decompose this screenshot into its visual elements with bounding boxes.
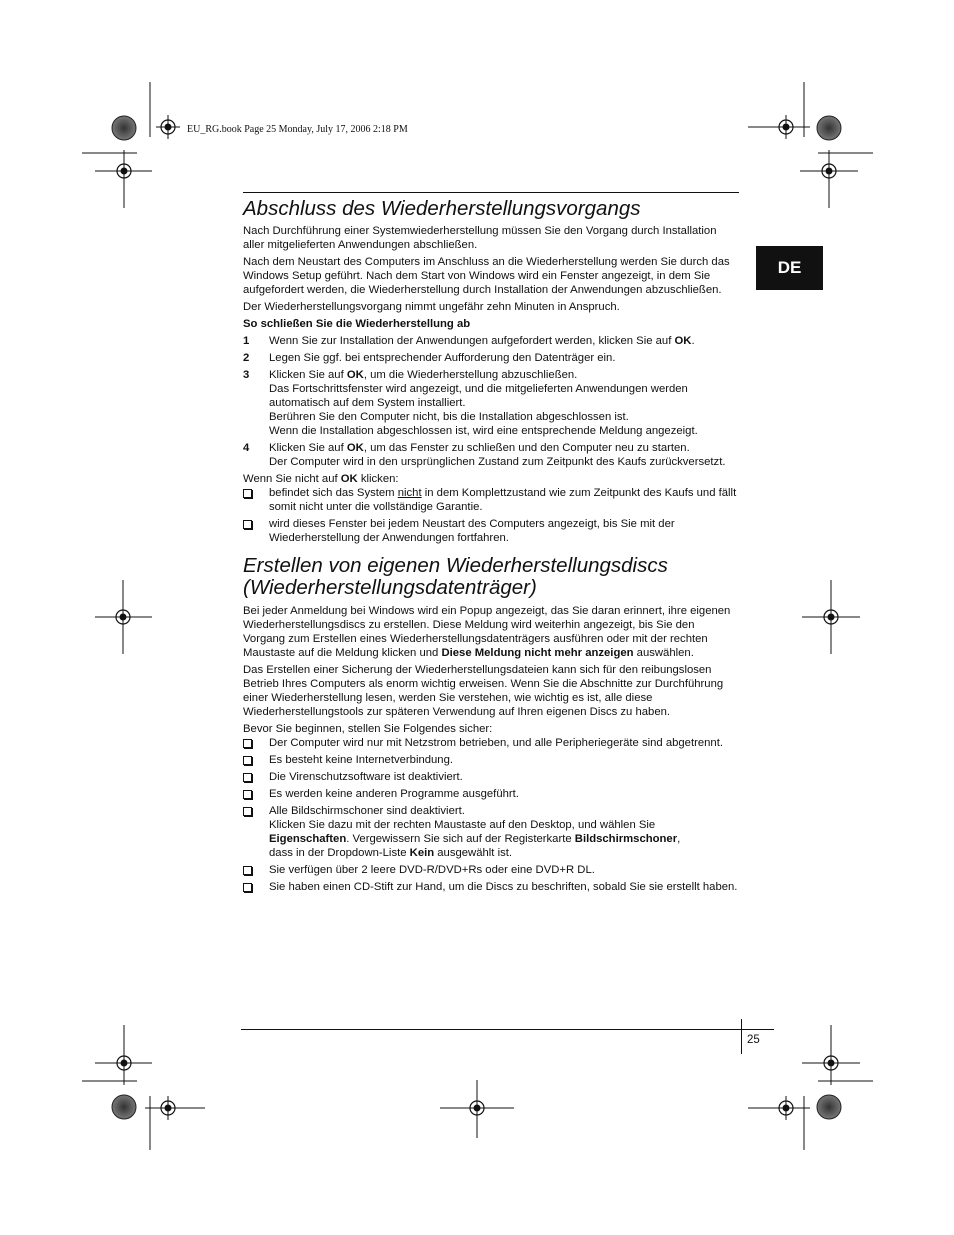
procedure-heading: So schließen Sie die Wiederherstellung ab	[243, 318, 471, 330]
step-text: Wenn Sie zur Installation der Anwendungen aufgefordert werden, klicken Sie auf	[269, 335, 675, 347]
section2-title: Erstellen von eigenen Wiederherstellungsdiscs (Wiederherstellungsdatenträger)	[243, 554, 668, 599]
steps-list	[243, 334, 739, 469]
registration-mark-top-left	[156, 115, 180, 139]
starburst-mark-bottom-right	[817, 1095, 841, 1119]
starburst-mark-top-left	[112, 116, 136, 140]
checkbox-bullet-icon	[243, 866, 252, 875]
list-item: Sie verfügen über 2 leere DVD-R/DVD+Rs oder eine DVD+R DL.	[243, 863, 739, 877]
checkbox-bullet-icon	[243, 756, 252, 765]
section-rule	[243, 192, 739, 193]
checkbox-bullet-icon	[243, 883, 252, 892]
section1-title: Abschluss des Wiederherstellungsvorgangs	[243, 197, 641, 220]
step-1	[243, 334, 739, 348]
section2-paragraph-1: Bei jeder Anmeldung bei Windows wird ein Popup angezeigt, das Sie daran erinnert, ihre eigenen Wiederherstellungsdiscs zu erstellen. Diese Meldung wird weiterhin angezeigt, bis Sie den Vorgang zum Erstellen eines Wiederherstellungsdatenträgers ausführen oder mit der rechten Maustaste auf die Meldung klicken und Diese Meldung nicht mehr anzeigen auswählen.	[243, 605, 731, 659]
step-text: Legen Sie ggf. bei entsprechender Aufforderung den Datenträger ein.	[269, 352, 616, 364]
not-ok-intro: Wenn Sie nicht auf OK klicken:	[243, 473, 399, 485]
ok-label: OK	[346, 369, 364, 381]
section1-paragraph-3: Der Wiederherstellungsvorgang nimmt ungefähr zehn Minuten in Anspruch.	[243, 301, 620, 313]
list-item: Alle Bildschirmschoner sind deaktiviert. Klicken Sie dazu mit der rechten Maustaste auf den Desktop, und wählen Sie Eigenschaften. Vergewissern Sie sich auf der Registerkarte Bildschirmschoner, dass in der Dropdown-Liste Kein ausgewählt ist.	[243, 804, 739, 860]
list-item: befindet sich das System nicht in dem Komplettzustand wie zum Zeitpunkt des Kaufs und fällt somit nicht unter die vollständige Garantie.	[243, 486, 739, 514]
language-tab-label: DE	[777, 258, 802, 277]
step-number: 3	[243, 369, 250, 381]
checkbox-bullet-icon	[243, 520, 252, 529]
checkbox-bullet-icon	[243, 489, 252, 498]
page-number: 25	[747, 1034, 760, 1046]
step-text: .	[691, 335, 695, 347]
step-text: , um die Wiederherstellung abzuschließen.	[363, 369, 578, 381]
step-text: , um das Fenster zu schließen und den Computer neu zu starten.	[363, 442, 690, 454]
page-content	[243, 192, 739, 894]
list-item: Die Virenschutzsoftware ist deaktiviert.	[243, 770, 739, 784]
list-item: Es werden keine anderen Programme ausgeführt.	[243, 787, 739, 801]
step-detail: Das Fortschrittsfenster wird angezeigt, und die mitgelieferten Anwendungen werden automatisch auf dem System installiert.	[269, 383, 688, 409]
checkbox-bullet-icon	[243, 790, 252, 799]
step-number: 4	[243, 442, 250, 454]
ok-label: OK	[346, 442, 364, 454]
step-text: Klicken Sie auf	[269, 369, 347, 381]
step-3	[243, 368, 739, 438]
requirements-list	[243, 736, 739, 894]
step-detail: Wenn die Installation abgeschlossen ist, wird eine entsprechende Meldung angezeigt.	[269, 425, 698, 437]
not-ok-bullets	[243, 486, 739, 545]
list-item: Der Computer wird nur mit Netzstrom betrieben, und alle Peripheriegeräte sind abgetrennt.	[243, 736, 739, 750]
step-4	[243, 441, 739, 469]
list-item: wird dieses Fenster bei jedem Neustart des Computers angezeigt, bis Sie mit der Wiederherstellung der Anwendungen fortfahren.	[243, 517, 739, 545]
ok-label: OK	[674, 335, 692, 347]
checkbox-bullet-icon	[243, 739, 252, 748]
list-item: Es besteht keine Internetverbindung.	[243, 753, 739, 767]
language-tab	[756, 246, 823, 290]
step-2	[243, 351, 739, 365]
footer-divider	[741, 1019, 742, 1054]
footer-rule	[241, 1029, 774, 1030]
checkbox-bullet-icon	[243, 773, 252, 782]
print-header-info: EU_RG.book Page 25 Monday, July 17, 2006 2:18 PM	[187, 124, 408, 135]
section2-paragraph-2: Das Erstellen einer Sicherung der Wiederherstellungsdateien kann sich für den reibungslosen Betrieb Ihres Computers als enorm wichtig erweisen. Wenn Sie die Abschnitte zur Durchführung einer Wiederherstellung lesen, werden Sie verstehen, wie wichtig es ist, alle diese Wiederherstellungstools zur späteren Verwendung auf Ihren eigenen Discs zu haben.	[243, 664, 724, 718]
list-item: Sie haben einen CD-Stift zur Hand, um die Discs zu beschriften, sobald Sie sie erstellt haben.	[243, 880, 739, 894]
section2-paragraph-3: Bevor Sie beginnen, stellen Sie Folgendes sicher:	[243, 723, 493, 735]
section1-paragraph-2: Nach dem Neustart des Computers im Anschluss an die Wiederherstellung werden Sie durch das Windows Setup geführt. Nach dem Start von Windows wird ein Fenster angezeigt, in dem Sie aufgefordert werden, die Wiederherstellung durch Installation der Anwendungen abzuschließen.	[243, 256, 730, 296]
starburst-mark-top-right	[817, 116, 841, 140]
step-number: 2	[243, 352, 250, 364]
step-detail: Der Computer wird in den ursprünglichen Zustand zum Zeitpunkt des Kaufs zurückversetzt.	[269, 456, 726, 468]
step-detail: Berühren Sie den Computer nicht, bis die Installation abgeschlossen ist.	[269, 411, 629, 423]
step-text: Klicken Sie auf	[269, 442, 347, 454]
starburst-mark-bottom-left	[112, 1095, 136, 1119]
checkbox-bullet-icon	[243, 807, 252, 816]
step-number: 1	[243, 335, 250, 347]
section1-paragraph-1: Nach Durchführung einer Systemwiederherstellung müssen Sie den Vorgang durch Installation aller mitgelieferten Anwendungen abschließen.	[243, 225, 717, 251]
